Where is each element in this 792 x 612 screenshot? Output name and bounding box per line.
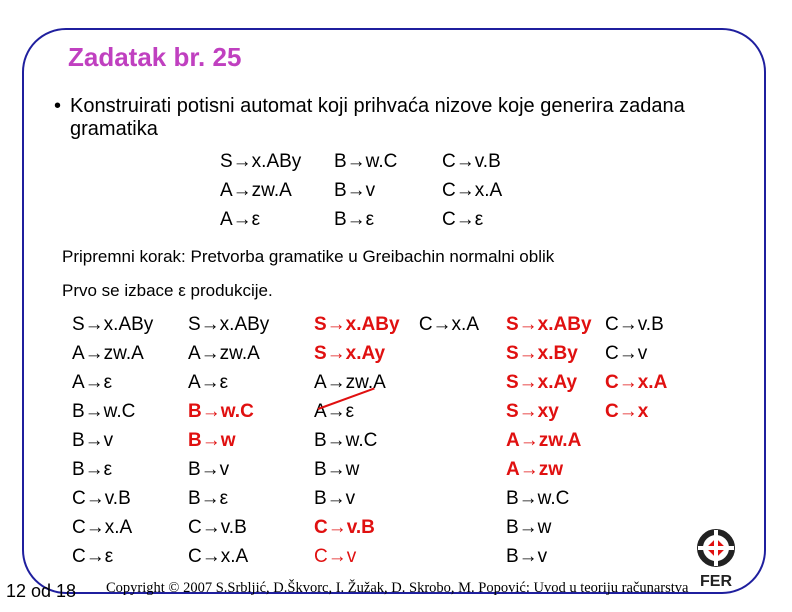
logo-text: FER: [700, 573, 732, 590]
production: C→v.B: [605, 314, 664, 335]
grammar-col-3: [442, 147, 502, 234]
production: B→ε: [72, 459, 113, 480]
production: B→v: [506, 546, 548, 567]
production: C→ε: [442, 209, 484, 230]
production-highlight: B→w.C: [188, 401, 254, 422]
copyright-footer: Copyright © 2007 S.Srbljić, D.Škvorc, I. Žužak, D. Skrobo, M. Popović: Uvod u teoriju računarstva: [106, 580, 689, 596]
production-highlight: A→zw: [506, 459, 563, 480]
production: A→ε: [220, 209, 261, 230]
production: B→w: [314, 459, 360, 480]
production-highlight: S→x.Ay: [314, 343, 386, 364]
fer-logo: [686, 528, 746, 590]
production: A→zw.A: [72, 343, 144, 364]
production-highlight: C→x.A: [605, 372, 668, 393]
step1-column: [72, 310, 153, 571]
production: B→v: [72, 430, 114, 451]
production: A→ε: [72, 372, 113, 393]
production-highlight: C→x: [605, 401, 649, 422]
production: C→x.A: [442, 180, 503, 201]
production-highlight: S→x.Ay: [506, 372, 578, 393]
step3-column: [314, 310, 479, 571]
production: C→v: [605, 343, 648, 364]
production: C→v.B: [442, 151, 501, 172]
bullet-dot: •: [54, 95, 62, 117]
production: C→x.A: [188, 546, 249, 567]
step2-column: [188, 310, 269, 571]
eps-note: Prvo se izbace ε produkcije.: [62, 281, 273, 300]
production: A→ε: [188, 372, 229, 393]
production-highlight: C→v.B: [314, 517, 375, 538]
production: C→v.B: [72, 488, 131, 509]
production: B→w.C: [314, 430, 378, 451]
production: B→w: [506, 517, 552, 538]
page-number: 12 od 18: [6, 581, 77, 601]
grammar-col-2: [334, 147, 397, 234]
grammar-col-1: [220, 147, 301, 234]
production: A→zw.A: [188, 343, 260, 364]
production: B→ε: [334, 209, 375, 230]
production: C→x.A: [72, 517, 133, 538]
production: B→w.C: [506, 488, 570, 509]
production-highlight: S→x.By: [506, 343, 578, 364]
production: A→ε: [314, 401, 355, 422]
production: B→w.C: [72, 401, 136, 422]
production: C→v.B: [188, 517, 247, 538]
step4-column: [506, 310, 592, 571]
slide-title: Zadatak br. 25: [68, 42, 242, 72]
production: B→v: [314, 488, 356, 509]
production: B→v: [334, 180, 376, 201]
bullet-text: Konstruirati potisni automat koji prihvaća nizove koje generira zadana gramatika: [70, 95, 685, 140]
production: A→zw.A: [220, 180, 292, 201]
production: S→x.ABy: [220, 151, 302, 172]
production-highlight: B→w: [188, 430, 236, 451]
production: C→ε: [72, 546, 114, 567]
production-highlight: S→x.ABy: [314, 314, 400, 335]
production: B→ε: [188, 488, 229, 509]
production: B→w.C: [334, 151, 398, 172]
prep-note: Pripremni korak: Pretvorba gramatike u Greibachin normalni oblik: [62, 247, 555, 266]
production: S→x.ABy: [188, 314, 270, 335]
production-highlight: C→v: [314, 546, 357, 567]
production: A→zw.A: [314, 372, 386, 393]
production: B→v: [188, 459, 230, 480]
production-highlight: S→xy: [506, 401, 559, 422]
production-highlight: A→zw.A: [506, 430, 582, 451]
logo-cut-h: [698, 546, 734, 550]
production-row: [314, 310, 479, 339]
step5-column: [605, 310, 667, 426]
production: S→x.ABy: [506, 314, 592, 335]
production: S→x.ABy: [72, 314, 154, 335]
production: C→x.A: [418, 314, 479, 335]
